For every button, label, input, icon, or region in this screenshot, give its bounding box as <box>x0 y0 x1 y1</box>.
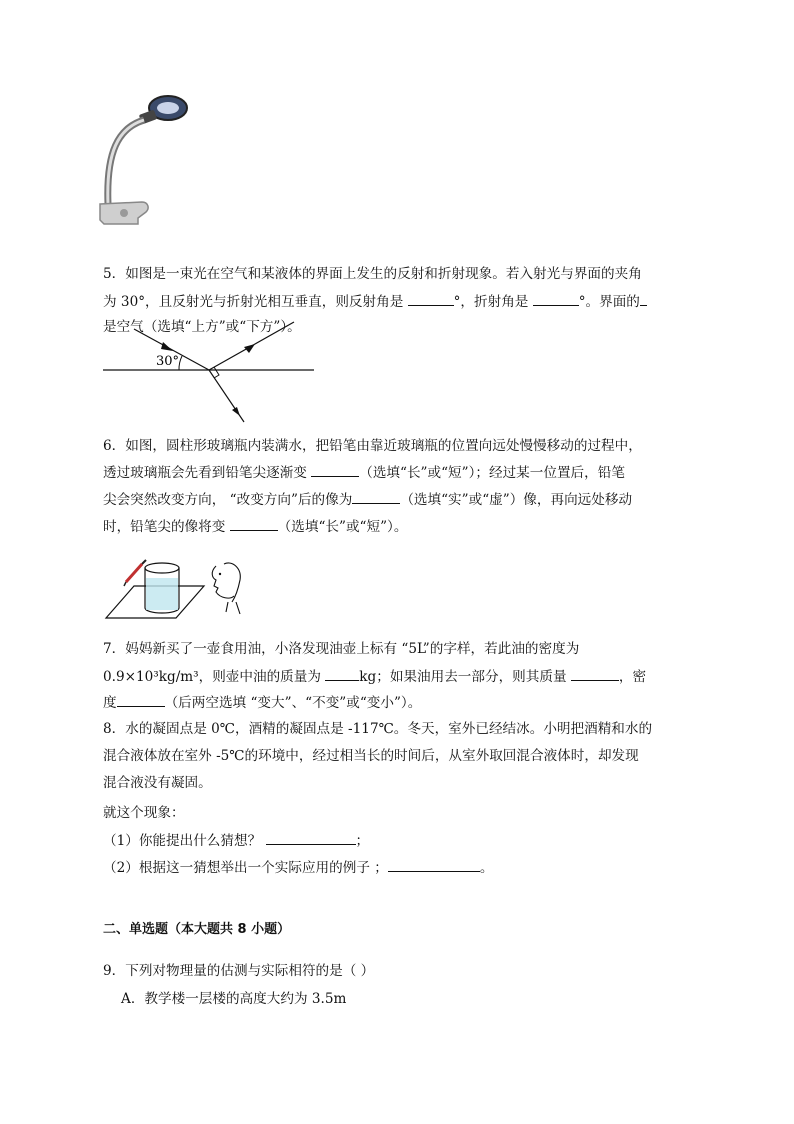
q6-line-2 <box>103 462 625 483</box>
q6-text: 尖会突然改变方向， “改变方向”后的像为 <box>103 492 353 508</box>
q5-text: °，折射角是 <box>453 294 533 310</box>
q6-text: （选填“长”或“短”）；经过某一位置后，铅笔 <box>359 465 625 481</box>
bottle-pencil-observer-figure <box>104 556 254 626</box>
q6-text: 时，铅笔尖的像将变 <box>103 519 230 535</box>
q8-line-5 <box>103 830 369 851</box>
q6-text: 透过玻璃瓶会先看到铅笔尖逐渐变 <box>103 465 312 481</box>
q7-density-change-blank[interactable] <box>117 692 165 707</box>
q7-line-2 <box>103 666 646 687</box>
q8-text: （2）根据这一猜想举出一个实际应用的例子 ； <box>103 860 388 876</box>
q6-blank-2[interactable] <box>352 489 400 504</box>
q5-line-1: 5．如图是一束光在空气和某液体的界面上发生的反射和折射现象。若入射光与界面的夹角 <box>103 266 642 282</box>
q7-text: （后两空选填 “变大”、“不变”或“变小”）。 <box>164 695 422 711</box>
q5-line-3: 是空气（选填“上方”或“下方”）。 <box>103 319 301 335</box>
q9-option-a[interactable]: A．教学楼一层楼的高度大约为 3.5m <box>121 991 347 1007</box>
q7-line-1: 7．妈妈新买了一壶食用油，小洛发现油壶上标有 “5L”的字样，若此油的密度为 <box>103 641 580 657</box>
q8-text: 。 <box>479 860 494 876</box>
q7-text: 0.9×10³kg/m³，则壶中油的质量为 <box>103 669 326 685</box>
q6-line-3 <box>103 489 632 510</box>
q5-text: °。界面的 <box>578 294 640 310</box>
refraction-diagram <box>100 318 320 430</box>
q8-line-2: 混合液体放在室外 -5℃的环境中，经过相当长的时间后，从室外取回混合液体时，却发现 <box>103 748 639 764</box>
q6-blank-1[interactable] <box>311 462 359 477</box>
q7-text: kg；如果油用去一部分，则其质量 <box>359 669 571 685</box>
q8-line-4: 就这个现象： <box>103 805 185 821</box>
q5-reflection-angle-blank[interactable] <box>408 291 454 306</box>
q8-example-blank[interactable] <box>388 857 480 872</box>
q5-line-2 <box>103 291 647 312</box>
q5-refraction-angle-blank[interactable] <box>533 291 579 306</box>
q8-line-3: 混合液没有凝固。 <box>103 775 212 791</box>
q7-text: ，密 <box>618 669 647 685</box>
magnifier-lamp-figure <box>98 92 190 228</box>
q9-stem: 9．下列对物理量的估测与实际相符的是（ ） <box>103 963 375 979</box>
q6-line-1: 6．如图，圆柱形玻璃瓶内装满水，把铅笔由靠近玻璃瓶的位置向远处慢慢移动的过程中， <box>103 438 642 454</box>
q6-text: （选填“实”或“虚”）像，再向远处移动 <box>400 492 633 508</box>
q5-text: 为 30°，且反射光与折射光相互垂直，则反射角是 <box>103 294 408 310</box>
q8-line-1: 8．水的凝固点是 0℃，酒精的凝固点是 -117℃。冬天，室外已经结冰。小明把酒精和水的 <box>103 721 653 737</box>
q8-text: （1）你能提出什么猜想？ <box>103 833 266 849</box>
q7-line-3 <box>103 692 421 713</box>
q5-side-blank[interactable] <box>640 291 647 306</box>
q8-guess-blank[interactable] <box>266 830 356 845</box>
q6-blank-3[interactable] <box>230 516 278 531</box>
q7-text: 度 <box>103 695 117 711</box>
q6-line-4 <box>103 516 407 537</box>
q8-line-6 <box>103 857 493 878</box>
q7-mass-blank[interactable] <box>325 666 359 681</box>
q8-text: ； <box>355 833 370 849</box>
q6-text: （选填“长”或“短”）。 <box>277 519 408 535</box>
angle-label: 30° <box>156 354 180 369</box>
section-heading: 二、单选题（本大题共 8 小题） <box>103 922 291 937</box>
q7-mass-change-blank[interactable] <box>571 666 619 681</box>
